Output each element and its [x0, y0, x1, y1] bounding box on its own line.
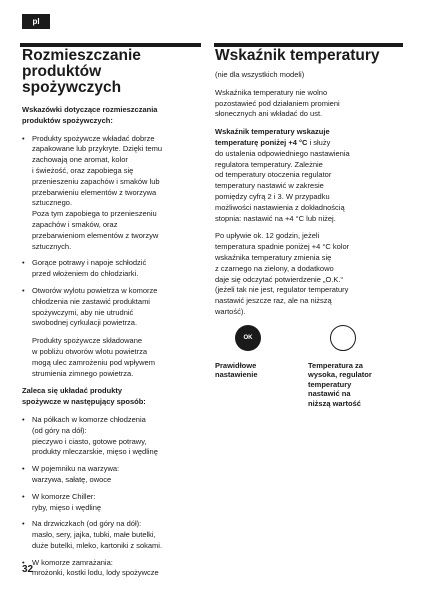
placement-item: • W komorze Chiller: ryby, mięso i wędlinę	[22, 492, 202, 514]
placement-item: • W pojemniku na warzywa: warzywa, sałatę, owoce	[22, 464, 202, 486]
page-number: 32	[22, 564, 34, 575]
hint-item: • Produkty spożywcze wkładać dobrze zapakowane lub przykryte. Dzięki temu zachowają one aromat, kolor i świeżość, oraz zapobiega się przenieszeniu zapachów i smaków lub przebarwieniu elementów z tworzywa sztucznego. Poza tym zapobiega to przenieszeniu zapachów i smaków, oraz przebarwieniom elementów z tworzyw sztucznych.	[22, 134, 202, 253]
indicator-ok-caption: Prawidłowe nastawienie	[215, 360, 258, 380]
storage-hints-heading: Wskazówki dotyczące rozmieszczania produktów spożywczych:	[22, 105, 158, 125]
placement-item: • Na półkach w komorze chłodzenia (od góry na dół): pieczywo i ciasto, gotowe potrawy, produkty mleczarskie, mięso i wędlinę	[22, 415, 202, 458]
language-tab: pl	[22, 14, 50, 29]
placement-heading: Zaleca się układać produkty spożywcze w następujący sposób:	[22, 386, 146, 407]
right-column	[215, 47, 403, 408]
hint-item: • Gorące potrawy i napoje schłodzić przed włożeniem do chłodziarki.	[22, 258, 202, 280]
left-column	[22, 48, 202, 586]
storage-hints-list	[22, 134, 202, 330]
section-title-storage: Rozmieszczanie produktów spożywczych	[22, 47, 141, 96]
hint-item: • Otworów wylotu powietrza w komorze chłodzenia nie zastawić produktami spożywczymi, aby nie utrudnić swobodnej cyrkulacji powietrza.	[22, 286, 202, 329]
placement-item: • Na drzwiczkach (od góry na dół): masło, sery, jajka, tubki, małe butelki, duże butelki, mleko, kartoniki z sokami.	[22, 519, 202, 551]
placement-item: • W komorze zamrażania: mrożonki, kostki lodu, lody spożywcze	[22, 558, 202, 580]
indicator-description: Wskaźnik temperatury wskazuje temperaturę poniżej +4 °C i służy do ustalenia odpowiedniego nastawienia regulatora temperatury. Zależnie od temperatury otoczenia regulator temperatury nastawić w zakresie pomiędzy cyfrą 2 i 3. W przypadku możliwości nastawienia z dokładnością stopnia: nastawić na +4 °C lub niżej.	[215, 127, 350, 223]
indicator-ok-description: Po upływie ok. 12 godzin, jeżeli temperatura spadnie poniżej +4 °C kolor wskaźnika temperatury zmienia się z czarnego na zielony, a dodatkowo daje się odczytać potwierdzenie „O.K.“ (jeżeli tak nie jest, regulator temperatury nastawić jeszcze raz, ale na niższą wartość).	[215, 231, 350, 316]
indicator-empty-icon	[330, 325, 356, 351]
freezing-warning: Produkty spożywcze składowane w pobliżu otworów wlotu powietrza mogą ulec zamrożeniu pod wpływem strumienia zimnego powietrza.	[32, 336, 155, 378]
section-title-temperature-indicator: Wskaźnik temperatury	[215, 47, 380, 64]
indicator-high-caption: Temperatura za wysoka, regulator temperatury nastawić na niższą wartość	[308, 360, 372, 408]
indicator-states	[215, 325, 403, 408]
placement-list	[22, 415, 202, 579]
indicator-subtitle: (nie dla wszystkich modeli)	[215, 70, 305, 79]
indicator-warning: Wskaźnika temperatury nie wolno pozostawieć pod działaniem promieni słonecznych ani wkładać do ust.	[215, 87, 340, 119]
indicator-ok-icon: OK	[235, 325, 261, 351]
